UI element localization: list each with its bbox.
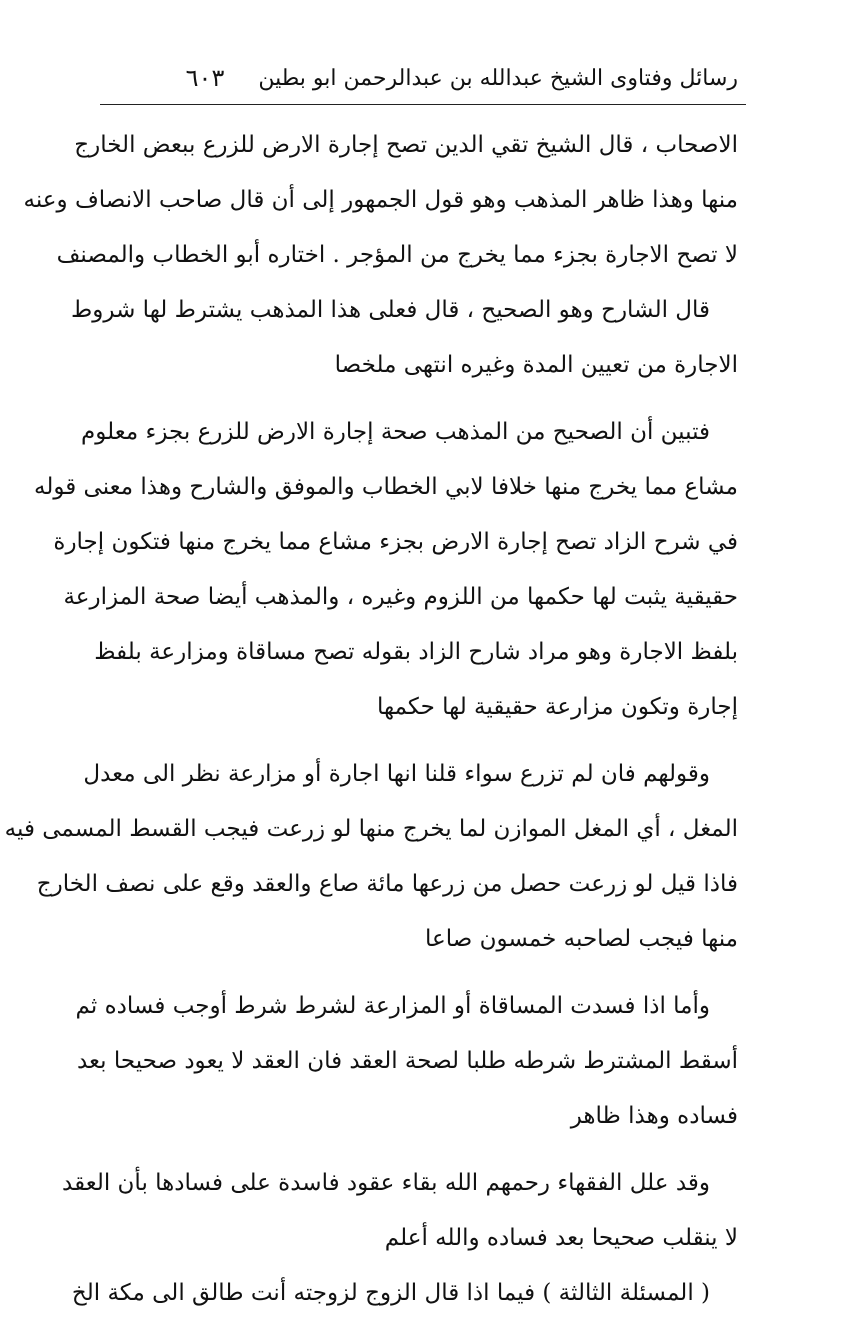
paragraph-gap <box>118 393 738 405</box>
text-line: في شرح الزاد تصح إجارة الارض بجزء مشاع مما يخرج منها فتكون إجارة <box>53 529 738 555</box>
text-line: المغل ، أي المغل الموازن لما يخرج منها لو زرعت فيجب القسط المسمى فيه <box>4 816 738 842</box>
header-divider <box>100 104 746 105</box>
text-line: ( المسئلة الثالثة ) فيما اذا قال الزوج لزوجته أنت طالق الى مكة الخ <box>71 1280 710 1306</box>
text-line: منها وهذا ظاهر المذهب وهو قول الجمهور إلى أن قال صاحب الانصاف وعنه <box>23 187 738 213</box>
text-line: وقولهم فان لم تزرع سواء قلنا انها اجارة أو مزارعة نظر الى معدل <box>83 761 710 787</box>
text-line: الاجارة من تعيين المدة وغيره انتهى ملخصا <box>334 352 738 378</box>
running-header <box>108 58 738 98</box>
text-line: أسقط المشترط شرطه طلبا لصحة العقد فان العقد لا يعود صحيحا بعد <box>76 1048 738 1074</box>
text-line: قال الشارح وهو الصحيح ، قال فعلى هذا المذهب يشترط لها شروط <box>71 297 710 323</box>
text-line: مشاع مما يخرج منها خلافا لابي الخطاب والموفق والشارح وهذا معنى قوله <box>34 474 738 500</box>
header-title: رسائل وفتاوى الشيخ عبدالله بن عبدالرحمن ابو بطين <box>258 65 738 91</box>
text-line: وقد علل الفقهاء رحمهم الله بقاء عقود فاسدة على فسادها بأن العقد <box>62 1170 710 1196</box>
text-line: بلفظ الاجارة وهو مراد شارح الزاد بقوله تصح مساقاة ومزارعة بلفظ <box>94 639 738 665</box>
text-line: لا تصح الاجارة بجزء مما يخرج من المؤجر . اختاره أبو الخطاب والمصنف <box>56 242 738 268</box>
text-line: حقيقية يثبت لها حكمها من اللزوم وغيره ، والمذهب أيضا صحة المزارعة <box>63 584 738 610</box>
paragraph-gap <box>118 967 738 979</box>
text-line: لا ينقلب صحيحا بعد فساده والله أعلم <box>384 1225 738 1251</box>
paragraph-gap <box>118 1144 738 1156</box>
text-line: إجارة وتكون مزارعة حقيقية لها حكمها <box>376 694 738 720</box>
page-number: ٦٠٣ <box>185 64 225 92</box>
text-line: الاصحاب ، قال الشيخ تقي الدين تصح إجارة الارض للزرع ببعض الخارج <box>74 132 738 158</box>
text-line: فاذا قيل لو زرعت حصل من زرعها مائة صاع والعقد وقع على نصف الخارج <box>36 871 738 897</box>
paragraph-gap <box>118 735 738 747</box>
text-line: فساده وهذا ظاهر <box>570 1103 738 1129</box>
page-body <box>4 118 738 1321</box>
text-line: وأما اذا فسدت المساقاة أو المزارعة لشرط شرط أوجب فساده ثم <box>75 993 710 1019</box>
text-line: منها فيجب لصاحبه خمسون صاعا <box>424 926 738 952</box>
text-line: فتبين أن الصحيح من المذهب صحة إجارة الارض للزرع بجزء معلوم <box>81 419 710 445</box>
